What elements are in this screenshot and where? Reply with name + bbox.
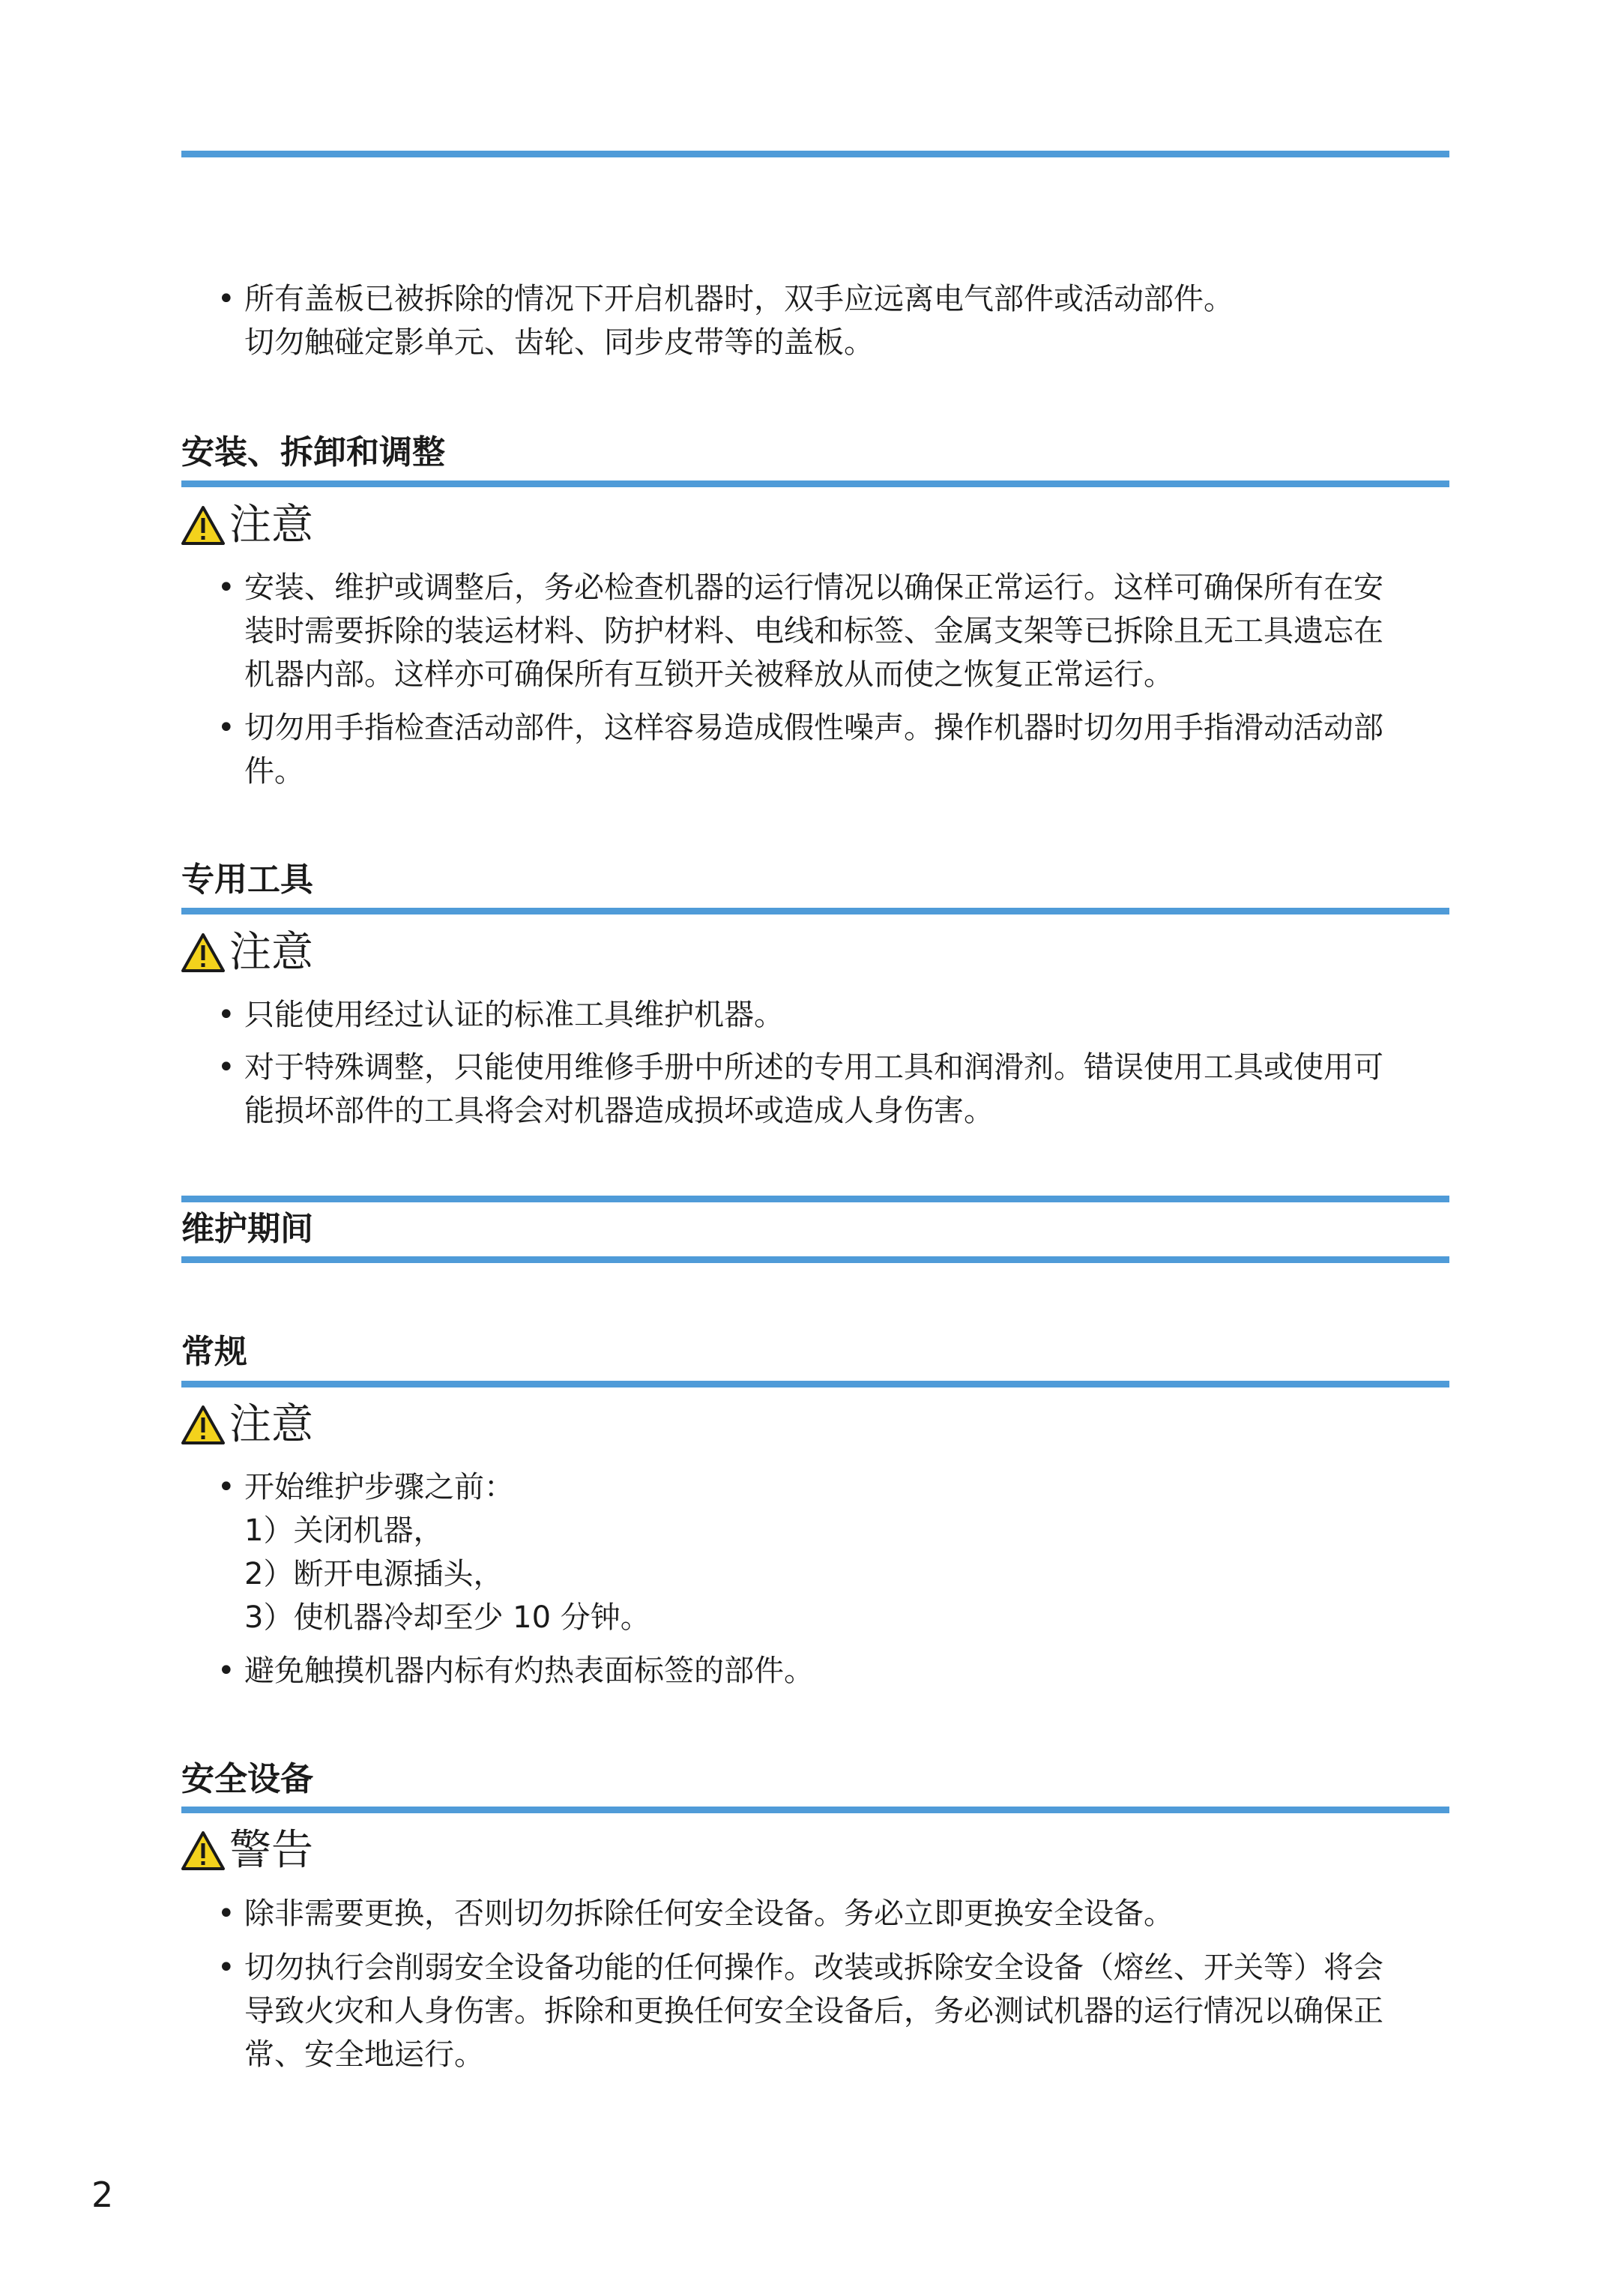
bullet-text: [244, 277, 1454, 364]
bullet-text: [244, 566, 1454, 696]
bullet-text: [244, 1046, 1454, 1133]
caution-header: [180, 1399, 313, 1451]
bullet-line: 3）使机器冷却至少 10 分钟。: [244, 1600, 650, 1635]
bullet-dot: •: [217, 570, 235, 605]
bullet-line: 只能使用经过认证的标准工具维护机器。: [244, 998, 784, 1032]
bullet-line: 除非需要更换，否则切勿拆除任何安全设备。务必立即更换安全设备。: [244, 1896, 1174, 1931]
bullet-line: 所有盖板已被拆除的情况下开启机器时，双手应远离电气部件或活动部件。: [244, 282, 1234, 316]
bullet-line: 1）关闭机器，: [244, 1513, 444, 1548]
bullet-line: 常、安全地运行。: [244, 2037, 484, 2072]
section-rule: [181, 1381, 1449, 1387]
bullet-dot: •: [217, 1950, 235, 1985]
bullet-line: 能损坏部件的工具将会对机器造成损坏或造成人身伤害。: [244, 1094, 994, 1128]
list-item: [217, 1649, 1454, 1693]
bullet-dot: •: [217, 282, 235, 316]
bullet-dot: •: [217, 1896, 235, 1931]
page-number: 2: [91, 2175, 114, 2215]
bullet-text: [244, 706, 1454, 793]
list-item: [217, 1946, 1454, 2076]
heading-tools: 专用工具: [181, 861, 313, 899]
bullet-line: 装时需要拆除的装运材料、防护材料、电线和标签、金属支架等已拆除且无工具遗忘在: [244, 614, 1383, 648]
heading-maintenance: 维护期间: [181, 1210, 313, 1248]
bullet-text: [244, 1649, 1454, 1693]
heading-install: 安装、拆卸和调整: [181, 433, 445, 471]
caution-label: 注意: [229, 1400, 313, 1449]
section-top-rule: [181, 1196, 1449, 1202]
bullet-line: 机器内部。这样亦可确保所有互锁开关被释放从而使之恢复正常运行。: [244, 657, 1174, 692]
caution-header: [180, 926, 313, 979]
caution-label: 注意: [229, 501, 313, 549]
list-item: [217, 993, 1454, 1037]
bullet-dot: •: [217, 1050, 235, 1085]
list-item: [217, 566, 1454, 696]
warning-label: 警告: [229, 1826, 313, 1875]
bullet-line: 件。: [244, 754, 304, 789]
section-rule: [181, 1256, 1449, 1263]
warning-header: [180, 1825, 313, 1877]
caution-label: 注意: [229, 928, 313, 977]
section-rule: [181, 480, 1449, 487]
bullet-line: 避免触摸机器内标有灼热表面标签的部件。: [244, 1654, 814, 1688]
warning-triangle-icon: [180, 932, 226, 974]
bullet-line: 2）断开电源插头，: [244, 1557, 504, 1591]
bullet-text: [244, 1946, 1454, 2076]
bullet-line: 切勿用手指检查活动部件，这样容易造成假性噪声。操作机器时切勿用手指滑动活动部: [244, 711, 1383, 745]
warning-triangle-icon: [180, 504, 226, 546]
list-item: [217, 706, 1454, 793]
bullet-line: 对于特殊调整，只能使用维修手册中所述的专用工具和润滑剂。错误使用工具或使用可: [244, 1050, 1383, 1085]
bullet-line: 切勿触碰定影单元、齿轮、同步皮带等的盖板。: [244, 325, 874, 360]
heading-safety: 安全设备: [181, 1760, 313, 1798]
bullet-line: 开始维护步骤之前：: [244, 1470, 514, 1504]
caution-header: [180, 499, 313, 552]
top-rule: [181, 151, 1449, 157]
list-item: [217, 1892, 1454, 1935]
bullet-dot: •: [217, 1654, 235, 1688]
section-rule: [181, 908, 1449, 915]
bullet-line: 导致火灾和人身伤害。拆除和更换任何安全设备后，务必测试机器的运行情况以确保正: [244, 1994, 1383, 2028]
bullet-text: [244, 993, 1454, 1037]
bullet-dot: •: [217, 711, 235, 745]
intro-bullet: [217, 277, 1454, 364]
list-item: [217, 1465, 1454, 1639]
bullet-line: 切勿执行会削弱安全设备功能的任何操作。改装或拆除安全设备（熔丝、开关等）将会: [244, 1950, 1383, 1985]
bullet-line: 安装、维护或调整后，务必检查机器的运行情况以确保正常运行。这样可确保所有在安: [244, 570, 1383, 605]
bullet-text: [244, 1465, 1454, 1639]
bullet-dot: •: [217, 1470, 235, 1504]
bullet-dot: •: [217, 998, 235, 1032]
heading-general: 常规: [181, 1333, 247, 1371]
warning-triangle-icon: [180, 1830, 226, 1872]
warning-triangle-icon: [180, 1404, 226, 1446]
list-item: [217, 1046, 1454, 1133]
section-rule: [181, 1807, 1449, 1813]
bullet-text: [244, 1892, 1454, 1935]
